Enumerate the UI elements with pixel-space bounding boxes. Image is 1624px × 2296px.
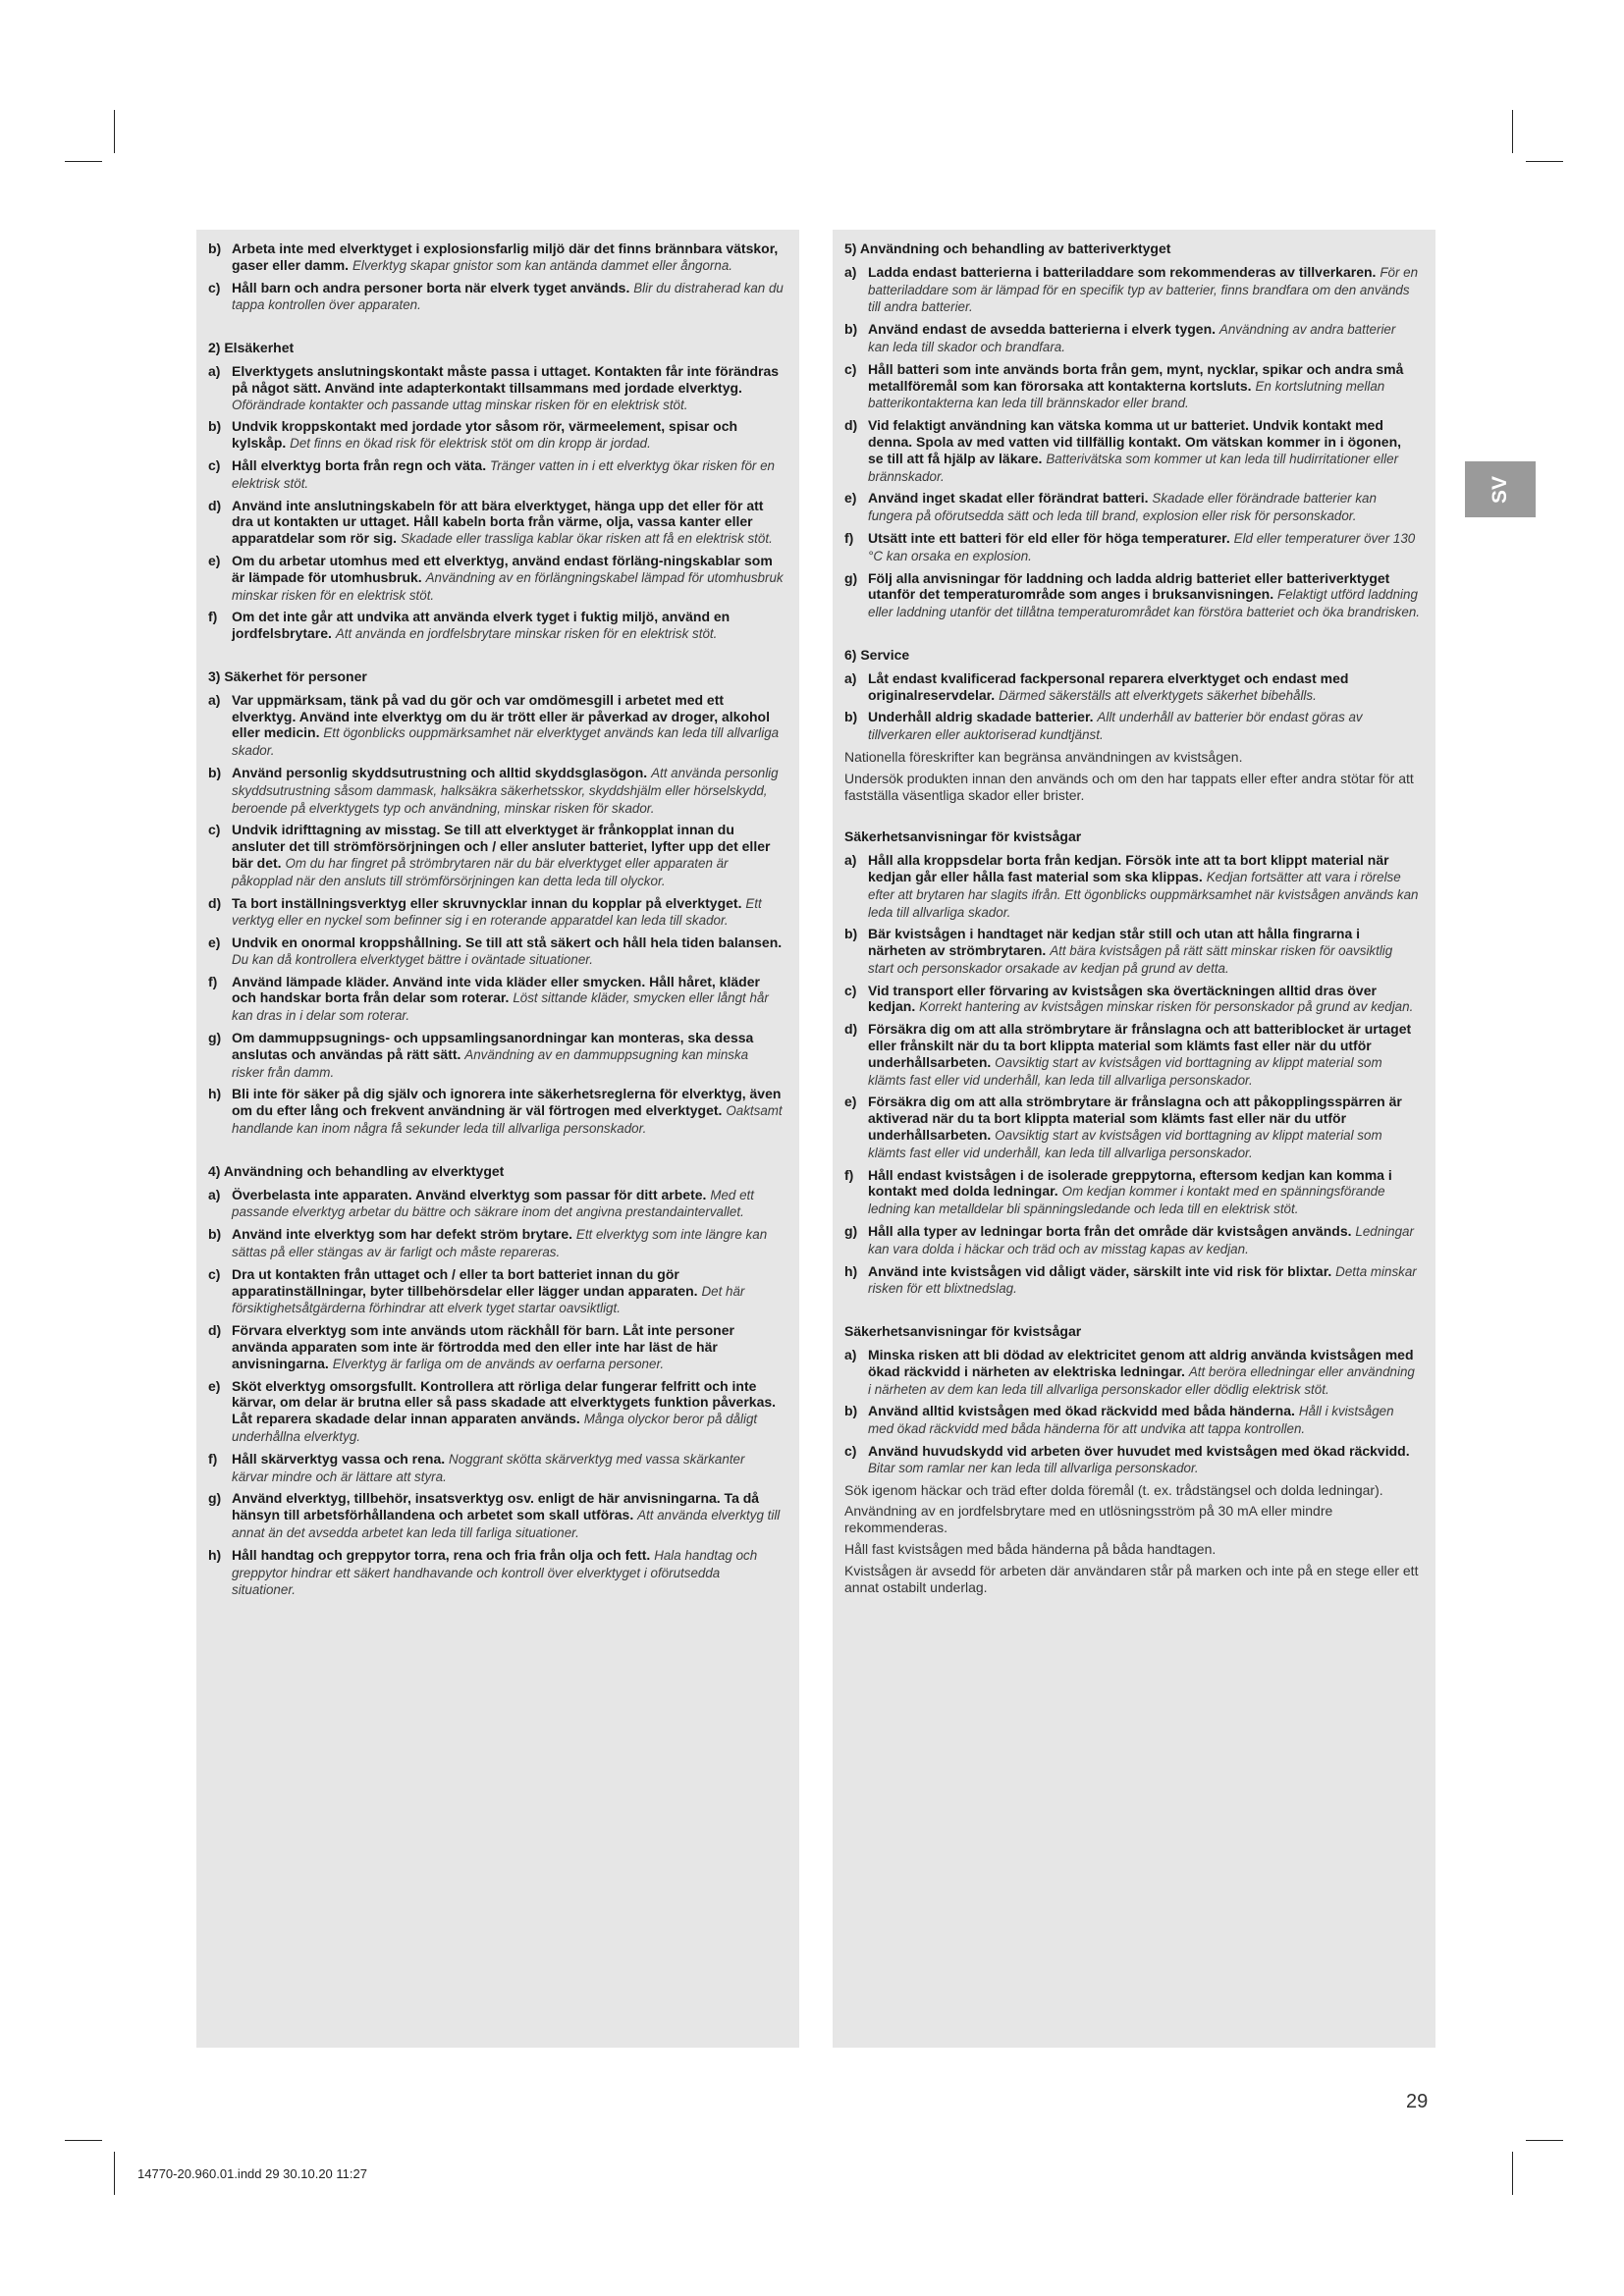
item-note: Om du har fingret på strömbrytaren när du bär elverktyget eller apparaten är påkopplad när den ansluts till strömförsörjningen kan detta leda till olyckor. <box>232 855 729 888</box>
item-label: b) <box>208 240 222 256</box>
instruction-item <box>844 1263 1420 1299</box>
item-body <box>232 1451 784 1486</box>
instruction-item <box>844 321 1420 356</box>
item-instruction: Ladda endast batterierna i batteriladdare som rekommenderas av tillverkaren. <box>868 263 1377 280</box>
crop-mark <box>1526 2140 1563 2141</box>
crop-mark <box>65 161 102 162</box>
item-note: En kortslutning mellan batterikontakterna kan leda till brännskador eller brand. <box>868 378 1385 411</box>
item-body <box>232 553 784 604</box>
item-body <box>868 1347 1420 1398</box>
crop-mark <box>1512 110 1513 153</box>
item-body <box>868 926 1420 977</box>
item-instruction: Vid transport eller förvaring av kvistsågen ska övertäckningen alltid dras över kedjan. <box>868 982 1377 1015</box>
instruction-item <box>208 240 784 275</box>
instruction-item <box>208 1547 784 1599</box>
item-note: Oavsiktig start av kvistsågen vid borttagning av klippt material som klämts fast eller vid underhåll, kan leda till allvarliga personskador. <box>868 1128 1382 1160</box>
instruction-item <box>844 264 1420 316</box>
item-instruction: Försäkra dig om att alla strömbrytare är frånslagna och att batteriblocket är urtaget eller frånskilt när du ta bort klippta material som klämts fast eller när du utför underhållsarbeten. <box>868 1021 1412 1070</box>
item-note: Många olyckor beror på dåligt underhållna elverktyg. <box>232 1412 758 1445</box>
section-heading: Säkerhetsanvisningar för kvistsågar <box>844 1323 1082 1340</box>
item-instruction: Håll barn och andra personer borta när elverk tyget används. <box>232 279 630 295</box>
item-instruction: Bli inte för säker på dig själv och ignorera inte säkerhetsreglerna för elverktyg, även om du efter lång och frekvent användning är väl förtrogen med elverktyget. <box>232 1086 782 1119</box>
item-instruction: Underhåll aldrig skadade batterier. <box>868 709 1094 725</box>
instruction-item <box>844 490 1420 525</box>
item-body <box>868 321 1420 356</box>
item-label: e) <box>208 934 221 951</box>
body-paragraph: Användning av en jordfelsbrytare med en utlösningsström på 30 mA eller mindre rekommenderas. <box>844 1503 1333 1536</box>
instruction-item <box>208 609 784 643</box>
item-instruction: Undvik kroppskontakt med jordade ytor såsom rör, värmeelement, spisar och kylskåp. <box>232 418 738 452</box>
instruction-item <box>844 670 1420 705</box>
section-heading: 5) Användning och behandling av batteriverktyget <box>844 240 1171 256</box>
item-body <box>232 934 784 969</box>
item-body <box>868 1403 1420 1438</box>
item-instruction: Håll batteri som inte används borta från gem, mynt, nycklar, spikar och andra små metallföremål som kan förorsaka att kontakterna kortsluts. <box>868 360 1404 394</box>
right-column <box>833 230 1435 2048</box>
item-label: a) <box>208 691 221 708</box>
instruction-item <box>844 1443 1420 1477</box>
instruction-item <box>208 280 784 315</box>
item-body <box>868 1223 1420 1258</box>
item-note: Allt underhåll av batterier bör endast göras av tillverkaren eller auktoriserad kundtjänst. <box>868 710 1363 743</box>
crop-mark <box>1512 2152 1513 2195</box>
instruction-item <box>208 553 784 604</box>
crop-mark <box>114 2152 115 2195</box>
item-note: Skadade eller förändrade batterier kan fungera på oförutsedda sätt och leda till brand, explosion eller risk för personskador. <box>868 491 1377 524</box>
item-note: Elverktyg skapar gnistor som kan antända dammet eller ångorna. <box>352 257 732 273</box>
item-note: Blir du distraherad kan du tappa kontrollen över apparaten. <box>232 280 784 313</box>
item-label: e) <box>844 490 857 507</box>
item-note: Eld eller temperaturer över 130 °C kan orsaka en explosion. <box>868 530 1416 563</box>
item-body <box>868 417 1420 485</box>
item-instruction: Utsätt inte ett batteri för eld eller för höga temperaturer. <box>868 529 1230 546</box>
item-instruction: Använd inte kvistsågen vid dåligt väder, särskilt inte vid risk för blixtar. <box>868 1262 1332 1279</box>
instruction-item <box>844 852 1420 921</box>
item-body <box>232 418 784 453</box>
item-body <box>232 1547 784 1599</box>
item-note: Oförändrade kontakter och passande uttag minskar risken för en elektrisk stöt. <box>232 397 688 412</box>
item-body <box>232 457 784 493</box>
instruction-item <box>844 1223 1420 1258</box>
instruction-item <box>208 1187 784 1222</box>
item-note: Användning av en förlängningskabel lämpad för utomhusbruk minskar risken för en elektrisk stöt. <box>232 569 784 603</box>
section-heading: 3) Säkerhet för personer <box>208 667 367 684</box>
item-body <box>232 1490 784 1541</box>
item-label: f) <box>208 609 218 625</box>
item-note: Att beröra elledningar eller användning i närheten av dem kan leda till allvarliga personskador eller dödlig elektrisk stöt. <box>868 1363 1415 1397</box>
item-note: Felaktigt utförd laddning eller laddning utanför det tillåtna temperaturområdet kan förstöra batteriet och öka brandrisken. <box>868 587 1420 620</box>
item-note: Ett elverktyg som inte längre kan sättas på eller stängas av är farligt och måste repareras. <box>232 1227 768 1260</box>
item-label: h) <box>208 1086 222 1102</box>
item-body <box>232 240 784 275</box>
instruction-item <box>208 1322 784 1372</box>
instruction-item <box>844 926 1420 977</box>
item-label: f) <box>844 1166 854 1183</box>
item-note: Med ett passande elverktyg arbetar du bättre och säkrare inom det angivna prestandaintervallet. <box>232 1187 754 1220</box>
item-label: b) <box>844 709 858 725</box>
item-body <box>868 670 1420 705</box>
item-instruction: Om du arbetar utomhus med ett elverktyg, använd endast förläng-ningskablar som är lämpade för utomhusbruk. <box>232 552 773 585</box>
item-note: Användning av en dammuppsugning kan minska risker från damm. <box>232 1046 749 1080</box>
item-body <box>868 570 1420 621</box>
instruction-item <box>208 974 784 1025</box>
instruction-item <box>844 1021 1420 1089</box>
item-instruction: Om det inte går att undvika att använda elverk tyget i fuktig miljö, använd en jordfelsbrytare. <box>232 609 731 642</box>
item-body <box>232 1030 784 1081</box>
item-label: e) <box>208 1377 221 1394</box>
item-instruction: Använd huvudskydd vid arbeten över huvudet med kvistsågen med ökad räckvidd. <box>868 1443 1410 1460</box>
item-instruction: Håll elverktyg borta från regn och väta. <box>232 456 487 473</box>
item-body <box>868 983 1420 1017</box>
item-label: d) <box>844 417 858 434</box>
instruction-item <box>844 1347 1420 1398</box>
item-instruction: Använd endast de avsedda batterierna i elverk tygen. <box>868 321 1217 338</box>
print-footer: 14770-20.960.01.indd 29 30.10.20 11:27 <box>137 2166 367 2181</box>
instruction-item <box>208 1490 784 1541</box>
item-label: a) <box>844 852 857 869</box>
item-instruction: Minska risken att bli dödad av elektricitet genom att aldrig använda kvistsågen med ökad räckvidd i närheten av elektriska ledningar. <box>868 1347 1414 1379</box>
item-note: Bitar som ramlar ner kan leda till allvarliga personskador. <box>868 1460 1199 1475</box>
item-body <box>868 709 1420 744</box>
section-heading: 6) Service <box>844 646 910 663</box>
body-paragraph: Nationella föreskrifter kan begränsa användningen av kvistsågen. <box>844 748 1243 765</box>
item-body <box>868 1021 1420 1089</box>
item-instruction: Håll alla typer av ledningar borta från det område där kvistsågen används. <box>868 1223 1352 1240</box>
item-label: c) <box>208 1265 221 1282</box>
item-label: f) <box>208 1450 218 1467</box>
item-note: Kedjan fortsätter att vara i rörelse efter att brytaren har slagits ifrån. Ett ögonblicks ouppmärksamhet när kvistsågen används kan leda till allvarliga skador. <box>868 869 1419 920</box>
item-label: a) <box>844 263 857 280</box>
item-instruction: Sköt elverktyg omsorgsfullt. Kontrollera att rörliga delar fungerar felfritt och inte kärvar, om delar är brutna eller så pass skadade att elverktygets funktion påverkas. Låt reparera skadade delar innan apparaten används. <box>232 1377 777 1427</box>
body-paragraph: Sök igenom häckar och träd efter dolda föremål (t. ex. trådstängsel och dolda ledningar). <box>844 1481 1383 1498</box>
item-label: b) <box>208 764 222 780</box>
item-note: Det finns en ökad risk för elektrisk stöt om din kropp är jordad. <box>290 436 651 452</box>
crop-mark <box>65 2140 102 2141</box>
item-body <box>232 822 784 889</box>
section-heading: 2) Elsäkerhet <box>208 340 295 356</box>
section-heading: Säkerhetsanvisningar för kvistsågar <box>844 828 1082 845</box>
item-label: e) <box>844 1094 857 1110</box>
item-body <box>868 1167 1420 1218</box>
instruction-item <box>208 895 784 931</box>
item-note: Tränger vatten in i ett elverktyg ökar risken för en elektrisk stöt. <box>232 457 775 491</box>
item-label: a) <box>844 669 857 686</box>
item-note: Användning av andra batterier kan leda till skador och brandfara. <box>868 322 1396 354</box>
item-instruction: Använd inte anslutningskabeln för att bära elverktyget, hänga upp det eller för att dra ut kontakten ur uttaget. Håll kabeln borta från värme, olja, vassa kanter eller apparatdelar som rör sig. <box>232 497 764 547</box>
item-note: Oaktsamt handlande kan inom några få sekunder leda till allvarliga personskador. <box>232 1103 783 1137</box>
item-label: g) <box>208 1030 222 1046</box>
item-label: e) <box>208 552 221 568</box>
item-note: Att använda elverktyg till annat än det avsedda arbetet kan leda till farliga situationer. <box>232 1508 781 1540</box>
instruction-item <box>208 1451 784 1486</box>
instruction-item <box>208 1030 784 1081</box>
item-note: Korrekt hantering av kvistsågen minskar risken för personskador på grund av kedjan. <box>919 999 1414 1015</box>
language-tab <box>1465 461 1536 517</box>
instruction-item <box>844 1403 1420 1438</box>
item-body <box>868 1094 1420 1161</box>
instruction-item <box>844 709 1420 744</box>
item-label: d) <box>208 497 222 513</box>
item-body <box>232 609 784 643</box>
body-paragraph: Håll fast kvistsågen med båda händerna på båda handtagen. <box>844 1541 1217 1557</box>
item-note: Ett verktyg eller en nyckel som befinner sig i en roterande apparatdel kan leda till skador. <box>232 895 762 929</box>
item-body <box>868 1443 1420 1477</box>
item-label: f) <box>208 973 218 989</box>
item-instruction: Undvik idrifttagning av misstag. Se till att elverktyget är frånkopplat innan du ansluter det till strömförsörjningen och / eller ansluter batteriet, lyfter upp det eller bär det. <box>232 822 771 871</box>
item-instruction: Följ alla anvisningar för laddning och ladda aldrig batteriet eller batteriverktyget utanför det temperaturområde som anges i bruksanvisningen. <box>868 569 1390 603</box>
item-body <box>232 1226 784 1261</box>
item-body <box>232 974 784 1025</box>
item-note: Batterivätska som kommer ut kan leda till hudirritationer eller brännskador. <box>868 451 1399 484</box>
item-label: a) <box>844 1347 857 1363</box>
item-instruction: Håll alla kroppsdelar borta från kedjan. Försök inte att ta bort klippt material när kedjan går eller hålla fast material som ska klippas. <box>868 852 1389 884</box>
item-note: Det här försiktighetsåtgärderna förhindrar att elverk tyget startar oavsiktligt. <box>232 1283 745 1316</box>
item-note: Du kan då kontrollera elverktyget bättre i oväntade situationer. <box>232 951 593 967</box>
instruction-item <box>208 692 784 760</box>
item-body <box>232 1086 784 1137</box>
item-label: b) <box>844 321 858 338</box>
item-label: g) <box>844 1223 858 1240</box>
instruction-item <box>844 570 1420 621</box>
instruction-item <box>844 1167 1420 1218</box>
item-label: d) <box>844 1021 858 1038</box>
language-tab-label: SV <box>1488 475 1511 504</box>
instruction-item <box>844 417 1420 485</box>
instruction-item <box>208 498 784 548</box>
item-label: b) <box>844 1403 858 1419</box>
item-instruction: Använd elverktyg, tillbehör, insatsverktyg osv. enligt de här anvisningarna. Ta då hänsyn till arbetsförhållandena och arbetet som skall utföras. <box>232 1490 760 1523</box>
item-body <box>868 852 1420 921</box>
item-body <box>232 1322 784 1372</box>
item-instruction: Undvik en onormal kroppshållning. Se till att stå säkert och håll hela tiden balansen. <box>232 934 783 951</box>
item-note: Ett ögonblicks ouppmärksamhet när elverktyget används kan leda till allvarliga skador. <box>232 725 780 759</box>
item-label: g) <box>208 1490 222 1507</box>
instruction-item <box>208 1266 784 1317</box>
item-instruction: Bär kvistsågen i handtaget när kedjan står still och utan att hålla fingrarna i närheten av strömbrytaren. <box>868 926 1361 959</box>
item-label: b) <box>844 926 858 942</box>
item-label: g) <box>844 569 858 586</box>
item-label: d) <box>208 1322 222 1339</box>
item-body <box>868 1263 1420 1299</box>
item-instruction: Dra ut kontakten från uttaget och / eller ta bort batteriet innan du gör apparatinställningar, byter tillbehörsdelar eller lägger undan apparaten. <box>232 1265 698 1299</box>
item-instruction: Håll endast kvistsågen i de isolerade greppytorna, eftersom kedjan kan komma i kontakt med dolda ledningar. <box>868 1166 1392 1200</box>
item-note: Hala handtag och greppytor hindrar ett säkert handhavande och kontroll över elverktyget i oförutsedda situationer. <box>232 1547 758 1598</box>
instruction-item <box>844 361 1420 412</box>
instruction-item <box>844 530 1420 565</box>
item-body <box>868 361 1420 412</box>
item-label: f) <box>844 529 854 546</box>
item-label: c) <box>208 279 221 295</box>
item-note: Ledningar kan vara dolda i häckar och träd och av misstag kapas av kedjan. <box>868 1224 1414 1256</box>
item-instruction: Var uppmärksam, tänk på vad du gör och var omdömesgill i arbetet med ett elverktyg. Använd inte elverktyg om du är trött eller är påverkad av droger, alkohol eller medicin. <box>232 691 771 741</box>
instruction-item <box>844 1094 1420 1161</box>
item-note: Att använda en jordfelsbrytare minskar risken för en elektrisk stöt. <box>335 626 718 642</box>
item-instruction: Använd inte elverktyg som har defekt ström brytare. <box>232 1226 572 1243</box>
item-instruction: Använd inget skadat eller förändrat batteri. <box>868 490 1149 507</box>
item-instruction: Använd personlig skyddsutrustning och alltid skyddsglasögon. <box>232 764 648 780</box>
item-label: b) <box>208 418 222 435</box>
item-label: c) <box>844 1443 857 1460</box>
item-label: b) <box>208 1226 222 1243</box>
item-label: h) <box>844 1262 858 1279</box>
item-label: d) <box>208 894 222 911</box>
instruction-item <box>208 934 784 969</box>
item-body <box>232 363 784 413</box>
item-label: c) <box>208 456 221 473</box>
item-note: Elverktyg är farliga om de används av oerfarna personer. <box>332 1356 665 1371</box>
instruction-item <box>208 765 784 817</box>
item-body <box>232 1266 784 1317</box>
item-label: a) <box>208 362 221 379</box>
item-body <box>232 692 784 760</box>
item-note: Att bära kvistsågen på rätt sätt minskar risken för oavsiktlig start och personskador orsakade av kedjan på grund av detta. <box>868 943 1393 976</box>
item-instruction: Arbeta inte med elverktyget i explosionsfarlig miljö där det finns brännbara vätskor, gaser eller damm. <box>232 240 779 273</box>
item-body <box>868 490 1420 525</box>
item-label: h) <box>208 1546 222 1563</box>
item-note: Löst sittande kläder, smycken eller långt hår kan dras in i delar som roterar. <box>232 990 769 1024</box>
instruction-item <box>208 822 784 889</box>
item-note: Håll i kvistsågen med ökad räckvidd med båda händerna för att undvika att tappa kontrollen. <box>868 1404 1394 1437</box>
item-body <box>232 498 784 548</box>
item-body <box>232 1187 784 1222</box>
instruction-item <box>208 418 784 453</box>
crop-mark <box>114 110 115 153</box>
item-instruction: Låt endast kvalificerad fackpersonal reparera elverktyget och endast med originalreservdelar. <box>868 669 1349 703</box>
item-note: Därmed säkerställs att elverktygets säkerhet bibehålls. <box>999 687 1317 703</box>
item-instruction: Håll skärverktyg vassa och rena. <box>232 1450 446 1467</box>
body-paragraph: Kvistsågen är avsedd för arbeten där användaren står på marken och inte på en stege eller ett annat ostabilt underlag. <box>844 1562 1419 1595</box>
item-note: För en batteriladdare som är lämpad för en specifik typ av batterier, finns brandfara om den används till andra batterier. <box>868 264 1419 315</box>
item-label: c) <box>844 982 857 998</box>
item-instruction: Ta bort inställningsverktyg eller skruvnycklar innan du kopplar på elverktyget. <box>232 894 742 911</box>
left-column <box>196 230 799 2048</box>
section-heading: 4) Användning och behandling av elverktyget <box>208 1162 505 1179</box>
item-instruction: Elverktygets anslutningskontakt måste passa i uttaget. Kontakten får inte förändras på något sätt. Använd inte adapterkontakt tillsammans med jordade elverktyg. <box>232 362 780 396</box>
instruction-item <box>844 983 1420 1017</box>
page-number: 29 <box>1406 2091 1429 2112</box>
item-note: Att använda personlig skyddsutrustning såsom dammask, halksäkra säkerhetsskor, skyddshjälm eller hörselskydd, beroende på elverktygets typ och användning, minskar risken för skador. <box>232 765 779 816</box>
item-instruction: Använd lämpade kläder. Använd inte vida kläder eller smycken. Håll håret, kläder och handskar borta från delar som roterar. <box>232 973 760 1006</box>
item-note: Noggrant skötta skärverktyg med vassa skärkanter kärvar mindre och är lättare att styra. <box>232 1451 745 1484</box>
item-note: Detta minskar risken för ett blixtnedslag. <box>868 1263 1417 1297</box>
item-body <box>232 280 784 315</box>
item-label: c) <box>208 822 221 838</box>
item-instruction: Vid felaktigt användning kan vätska komma ut ur batteriet. Undvik kontakt med denna. Spola av med vatten vid tillfällig kontakt. Om vätskan kommer in i ögonen, se till att få hjälp av läkare. <box>868 417 1402 466</box>
item-body <box>868 264 1420 316</box>
item-body <box>232 1378 784 1446</box>
instruction-item <box>208 363 784 413</box>
instruction-item <box>208 457 784 493</box>
body-paragraph: Undersök produkten innan den används och om den har tappats eller efter andra stötar för att fastställa väsentliga skador eller brister. <box>844 770 1414 803</box>
item-instruction: Överbelasta inte apparaten. Använd elverktyg som passar för ditt arbete. <box>232 1186 707 1202</box>
item-note: Skadade eller trassliga kablar ökar risken att få en elektrisk stöt. <box>400 531 773 547</box>
item-label: a) <box>208 1186 221 1202</box>
item-label: c) <box>844 360 857 377</box>
item-note: Oavsiktig start av kvistsågen vid borttagning av klippt material som klämts fast eller vid underhåll, kan leda till allvarliga personskador. <box>868 1054 1382 1088</box>
instruction-item <box>208 1378 784 1446</box>
item-instruction: Använd alltid kvistsågen med ökad räckvidd med båda händerna. <box>868 1403 1295 1419</box>
item-instruction: Försäkra dig om att alla strömbrytare är frånslagna och att påkopplingsspärren är aktiverad när du ta bort klippta material som klämts fast eller när du utför underhållsarbeten. <box>868 1094 1402 1144</box>
instruction-item <box>208 1086 784 1137</box>
item-instruction: Förvara elverktyg som inte används utom räckhåll för barn. Låt inte personer använda apparaten som inte är förtrodda med den eller inte har läst de här anvisningarna. <box>232 1322 734 1371</box>
item-note: Om kedjan kommer i kontakt med en spänningsförande ledning kan metalldelar bli spänningsledande och leda till en elektrisk stöt. <box>868 1184 1385 1217</box>
item-body <box>232 765 784 817</box>
item-body <box>868 530 1420 565</box>
item-instruction: Om dammuppsugnings- och uppsamlingsanordningar kan monteras, ska dessa anslutas och användas på rätt sätt. <box>232 1030 754 1062</box>
item-body <box>232 895 784 931</box>
item-instruction: Håll handtag och greppytor torra, rena och fria från olja och fett. <box>232 1546 651 1563</box>
instruction-item <box>208 1226 784 1261</box>
crop-mark <box>1526 161 1563 162</box>
